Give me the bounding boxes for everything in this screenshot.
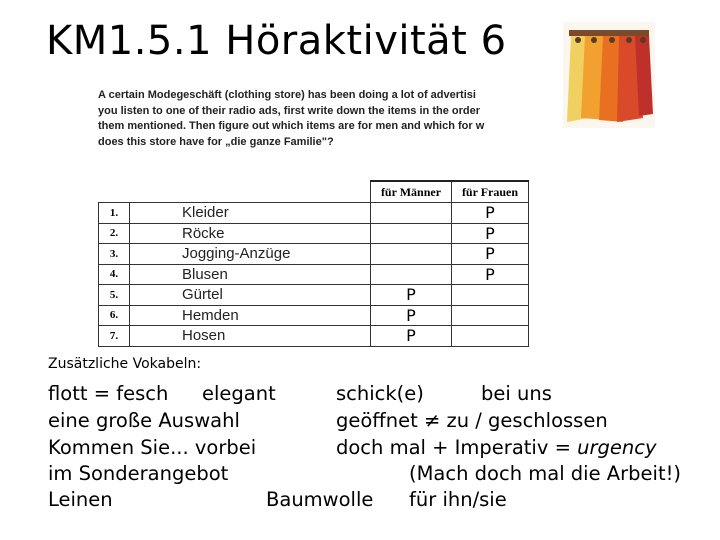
checkmark-icon: P: [406, 285, 416, 305]
vocab-item: eine große Auswahl: [48, 409, 240, 432]
vocab-item: im Sonderangebot: [48, 462, 229, 485]
table-row: [99, 244, 529, 265]
table-row: [99, 285, 529, 306]
checkmark-icon: P: [485, 264, 495, 284]
vocab-item: elegant: [202, 382, 276, 405]
items-table: [98, 180, 529, 347]
row-number: 7.: [99, 326, 130, 347]
row-women-mark: [452, 223, 529, 244]
vocab-item: für ihn/sie: [409, 488, 507, 511]
table-row: [99, 223, 529, 244]
row-men-mark: [371, 285, 452, 306]
intro-line: A certain Modegeschäft (clothing store) has been doing a lot of advertisi: [98, 89, 476, 101]
row-men-mark: [371, 264, 452, 285]
row-item: Jogging-Anzüge: [130, 244, 371, 265]
row-women-mark: [452, 203, 529, 224]
blank-header: [130, 181, 371, 203]
vocab-item: Leinen: [48, 488, 113, 511]
checkmark-icon: P: [485, 244, 495, 264]
table-row: [99, 203, 529, 224]
row-number: 3.: [99, 244, 130, 265]
intro-text: [98, 88, 522, 150]
row-number: 5.: [99, 285, 130, 306]
vocab-heading: Zusätzliche Vokabeln:: [48, 356, 202, 372]
row-number: 1.: [99, 203, 130, 224]
table-row: [99, 264, 529, 285]
row-women-mark: [452, 285, 529, 306]
row-item: Röcke: [130, 223, 371, 244]
row-number: 6.: [99, 305, 130, 326]
blank-header: [99, 181, 130, 203]
vocab-item: schick(e): [336, 382, 424, 405]
row-women-mark: [452, 326, 529, 347]
vocab-item: Kommen Sie... vorbei: [48, 436, 257, 459]
table-row: [99, 326, 529, 347]
row-women-mark: [452, 264, 529, 285]
intro-line: you listen to one of their radio ads, first write down the items in the order: [98, 104, 480, 117]
vocab-text: doch mal + Imperativ =: [336, 436, 578, 459]
checkmark-icon: P: [406, 305, 416, 325]
checkmark-icon: P: [485, 223, 495, 243]
intro-line: does this store have for „die ganze Familie"?: [98, 135, 334, 148]
row-men-mark: [371, 244, 452, 265]
vocab-item: Baumwolle: [266, 488, 374, 511]
row-item: Blusen: [130, 264, 371, 285]
checkmark-icon: P: [406, 326, 416, 346]
row-women-mark: [452, 305, 529, 326]
vocab-item: (Mach doch mal die Arbeit!): [409, 462, 682, 485]
vocab-text-italic: urgency: [577, 436, 657, 459]
row-number: 2.: [99, 223, 130, 244]
row-men-mark: [371, 203, 452, 224]
row-women-mark: [452, 244, 529, 265]
vocab-item: geöffnet ≠ zu / geschlossen: [336, 409, 608, 432]
row-men-mark: [371, 223, 452, 244]
row-number: 4.: [99, 264, 130, 285]
row-item: Gürtel: [130, 285, 371, 306]
vocab-item: bei uns: [481, 382, 552, 405]
table-row: [99, 305, 529, 326]
clothing-rack-photo: [563, 22, 655, 128]
intro-line: them mentioned. Then figure out which items are for men and which for w: [98, 120, 485, 132]
header-men: für Männer: [371, 181, 452, 203]
header-women: für Frauen: [452, 181, 529, 203]
row-men-mark: [371, 326, 452, 347]
row-item: Hemden: [130, 305, 371, 326]
checkmark-icon: P: [485, 203, 495, 223]
vocab-item: [336, 436, 657, 459]
row-men-mark: [371, 305, 452, 326]
row-item: Kleider: [130, 203, 371, 224]
vocab-item: flott = fesch: [48, 382, 169, 405]
page-title: KM1.5.1 Höraktivität 6: [46, 18, 507, 64]
row-item: Hosen: [130, 326, 371, 347]
